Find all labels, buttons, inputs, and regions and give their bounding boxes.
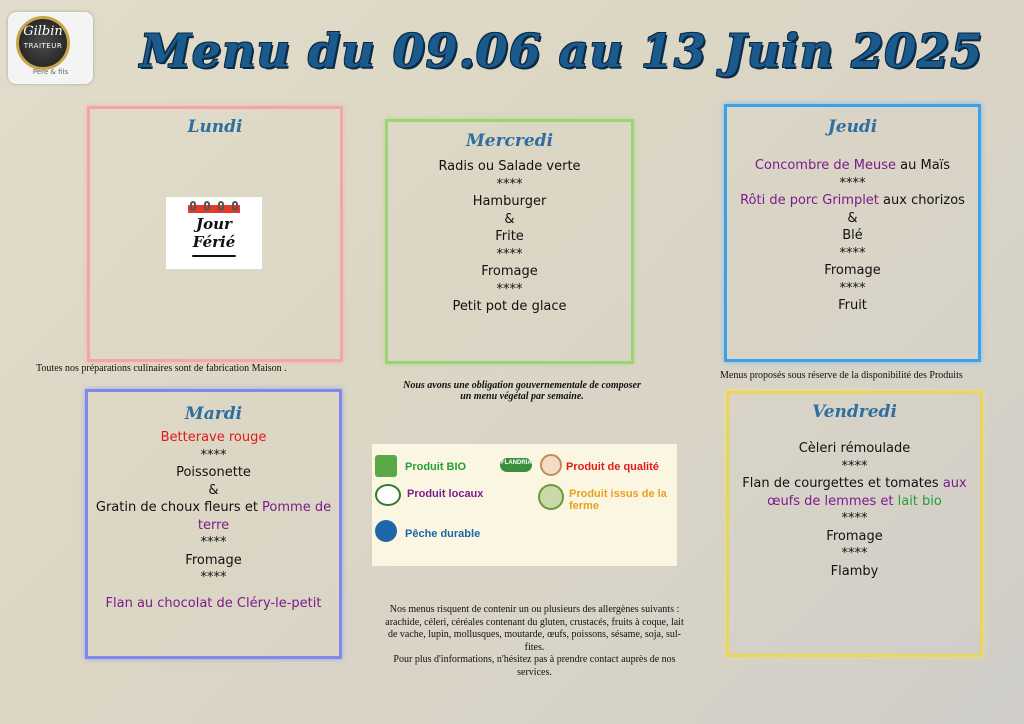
menu-separator: **** (841, 546, 868, 561)
allergens-line: services. (517, 666, 552, 678)
menu-separator: **** (496, 246, 523, 262)
logo-name: Gilbin (23, 24, 63, 39)
note-maison: Toutes nos préparations culinaires sont de fabrication Maison . (36, 363, 287, 374)
menu-card-lundi (87, 106, 343, 362)
logo (8, 12, 93, 84)
menu-separator: **** (839, 280, 866, 296)
menu-text: aux chorizos (878, 193, 965, 208)
jour-ferie-badge (166, 197, 262, 269)
menu-highlight: Pomme de terre (197, 500, 332, 533)
badge-line1: Jour (196, 215, 232, 233)
menu-line: Fromage (826, 528, 883, 544)
badge-line2: Férié (192, 233, 236, 251)
menu-line: & (208, 482, 219, 498)
menu-highlight: aux œufs de lemmes et (767, 476, 967, 509)
logo-sub: TRAITEUR (23, 42, 63, 50)
menu-line: Flamby (830, 563, 879, 579)
day-title: Lundi (187, 117, 243, 137)
menu-card-jeudi (724, 104, 981, 362)
menu-card-mercredi (385, 119, 634, 364)
menu-line: Petit pot de glace (452, 299, 567, 314)
menu-line: Fruit (838, 298, 867, 313)
allergens-line: de vache, lupin, mollusques, moutarde, œufs, poissons, sésame, soja, sul- (387, 629, 681, 640)
menu-card-vendredi (726, 391, 983, 657)
menu-line: Poissonette (176, 465, 251, 480)
menu-line: Fromage (824, 263, 881, 278)
allergens-line: Pour plus d'informations, n'hésitez pas à prendre contact auprès de nos (393, 654, 676, 665)
day-title: Vendredi (812, 402, 897, 422)
menu-line: & (847, 210, 858, 226)
menu-separator: **** (200, 535, 227, 550)
logo-tag: Père & fils (32, 68, 69, 76)
label-peche: Pêche durable (405, 528, 481, 540)
menu-text: Gratin de choux fleurs et (95, 500, 263, 515)
day-title: Jeudi (827, 117, 878, 137)
ferme-icon (538, 484, 564, 510)
day-title: Mardi (184, 404, 243, 424)
quality-seal-icon (540, 454, 562, 476)
label-qualite: Produit de qualité (566, 461, 659, 473)
menu-highlight-green: lait bio (893, 493, 942, 509)
menu-line (729, 475, 980, 510)
menu-line: Cèleri rémoulade (798, 441, 911, 456)
menu-line: Flan au chocolat de Cléry-le-petit (105, 595, 322, 611)
label-bio: Produit BIO (405, 461, 467, 473)
locaux-icon (375, 484, 401, 506)
note-vegetal (362, 380, 682, 402)
allergens-line: arachide, céleri, céréales contenant du gluten, crustacés, fruits à coque, lait (385, 616, 684, 628)
menu-separator: **** (496, 176, 523, 192)
note-vegetal-line1: Nous avons une obligation gouvernementale de composer (403, 380, 641, 391)
menu-line: Hamburger (472, 194, 547, 209)
menu-line: Frite (495, 229, 524, 244)
menu-separator: **** (200, 570, 227, 585)
peche-icon (375, 520, 397, 542)
bio-icon (375, 455, 397, 477)
menu-separator: **** (839, 175, 866, 191)
menu-card-mardi (85, 389, 342, 659)
menu-separator: **** (839, 245, 866, 261)
menu-line: Radis ou Salade verte (438, 159, 581, 174)
menu-line: Blé (842, 228, 863, 243)
day-title: Mercredi (465, 131, 554, 151)
menu-line: Betterave rouge (160, 430, 267, 445)
note-reserve: Menus proposés sous réserve de la disponibilité des Produits (720, 370, 963, 381)
calendar-rings-icon (190, 201, 238, 211)
menu-separator: **** (496, 281, 523, 297)
menu-text: Flan de courgettes et tomates (742, 476, 943, 491)
menu-line: & (504, 211, 515, 227)
menu-text: au Maïs (896, 158, 951, 173)
menu-line: Fromage (481, 264, 538, 279)
menu-highlight: Concombre de Meuse (754, 158, 897, 173)
menu-separator: **** (841, 511, 868, 526)
badge-underline (192, 255, 236, 257)
allergens-line: fites. (524, 641, 545, 653)
menu-line (88, 499, 339, 534)
label-flandria: FLANDRIA (501, 460, 532, 466)
menu-highlight: Rôti de porc Grimplet (740, 193, 879, 208)
page-title: Menu du 09.06 au 13 Juin 2025 (140, 24, 984, 78)
quality-labels-panel (372, 444, 677, 566)
menu-line (727, 192, 978, 210)
label-ferme: Produit issus de la ferme (569, 488, 667, 512)
menu-line (727, 157, 978, 175)
menu-separator: **** (200, 447, 227, 463)
menu-separator: **** (841, 458, 868, 474)
allergens-line: Nos menus risquent de contenir un ou plusieurs des allergènes suivants : (389, 604, 680, 615)
menu-line: Fromage (185, 552, 242, 568)
note-vegetal-line2: un menu végétal par semaine. (460, 391, 584, 402)
label-locaux: Produit locaux (407, 488, 484, 500)
allergens-note (352, 604, 717, 679)
